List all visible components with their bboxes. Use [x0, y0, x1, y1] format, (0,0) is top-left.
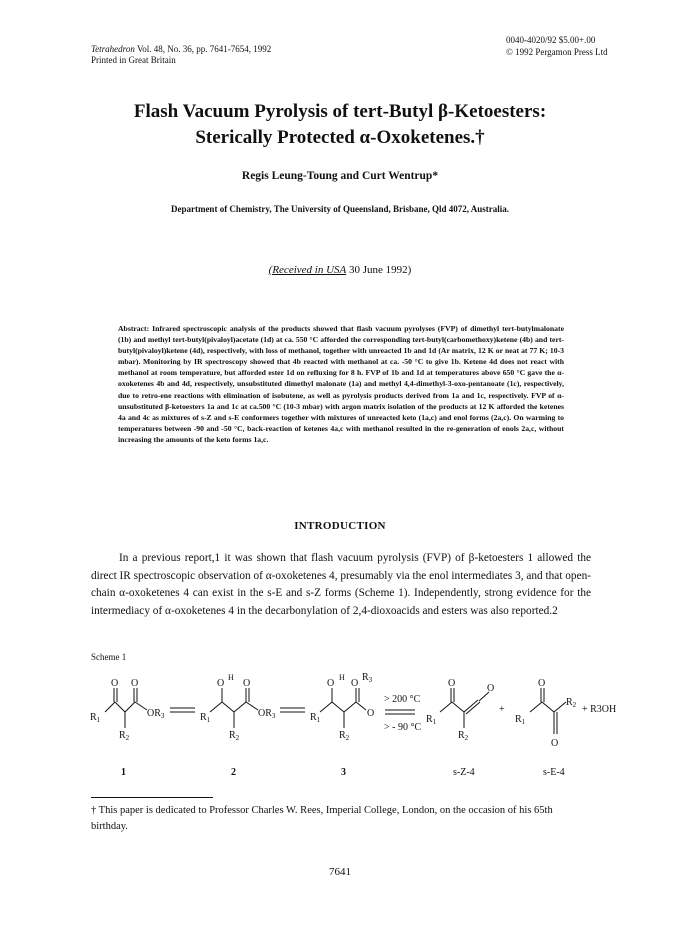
- svg-text:O: O: [111, 678, 119, 689]
- section-heading-introduction: INTRODUCTION: [294, 520, 386, 532]
- svg-text:+: +: [499, 704, 505, 715]
- affiliation: Department of Chemistry, The University of Queensland, Brisbane, Qld 4072, Australia.: [170, 204, 510, 214]
- svg-text:O: O: [487, 683, 495, 694]
- svg-text:O: O: [367, 708, 375, 719]
- svg-text:O: O: [448, 678, 456, 689]
- journal-citation: Tetrahedron Vol. 48, No. 36, pp. 7641-7654, 1992: [91, 44, 272, 54]
- compound-label-sE4: s-E-4: [543, 767, 565, 778]
- svg-text:R2: $R_2$: [458, 730, 469, 742]
- printed-in: Printed in Great Britain: [91, 55, 176, 65]
- svg-text:O: O: [327, 678, 335, 689]
- title-line-1: Flash Vacuum Pyrolysis of tert-Butyl β-Ketoesters:: [133, 101, 547, 122]
- svg-text:O: O: [351, 678, 359, 689]
- svg-text:O: O: [551, 738, 559, 749]
- abstract: Abstract: Infrared spectroscopic analysis of the products showed that flash vacuum pyrolyses (FVP) of dimethyl tert-butylmalonate (1b) and methyl tert-butyl(pivaloyl)acetate (1d) at ca. 550 °C afforded the corresponding tert-butyl(carbomethoxy)ketene (4b) and tert-butyl(pivaloyl)ketene (4d), respectively, with loss of methanol, together with unreacted 1b and 1d (Ar matrix, 12 K or neat at 77 K; 10-3 mbar). Monitoring by IR spectroscopy showed that 4b reacted with methanol at ca. -50 °C to give 1b. Ketene 4d does not react with methanol at room temperature, but afforded ester 1d on refluxing for 8 h. FVP of 1b and 1d at temperatures above 650 °C gave the α-oxoketenes 4b and 4d, respectively, unsubstituted dimethyl malonate (1a) and methyl 4,4-dimethyl-3-oxo-pentanoate (1c), respectively, due to retro-ene reactions with elimination of isobutene, as well as pyrolysis products derived from 1a and 1c, respectively. FVP of α-unsubstituted β-ketoesters 1a and 1c at ca.500 °C (10-3 mbar) with argon matrix isolation of the products at 12 K afforded the ketenes 4a and 4c as mixtures of s-Z and s-E conformers together with mixtures of unreacted keto (1a,c) and enol forms (2a,c). On warming to temperatures between -90 and -50 °C, back-reaction of ketenes 4a,c with methanol resulted in the re-generation of enols 2a,c, without increasing the amounts of the keto forms 1a,c.: [118, 324, 564, 444]
- svg-text:R2: $R_2$: [339, 730, 350, 742]
- copyright-notice: © 1992 Pergamon Press Ltd: [506, 47, 608, 57]
- svg-text:R1: $R_1$: [90, 712, 101, 724]
- compound-label-sZ4: s-Z-4: [453, 767, 475, 778]
- methanol-byproduct: + R3OH: [582, 704, 617, 715]
- introduction-paragraph: In a previous report,1 it was shown that flash vacuum pyrolysis (FVP) of β-ketoesters 1 allowed the direct IR spectroscopic observation of α-oxoketenes 4, presumably via the enol intermediates 3, and that open-chain α-oxoketenes 4 can exist in the s-E and s-Z forms (Scheme 1). Independently, strong evidence for the intermediacy of α-oxoketenes 4 in the decarbonylation of 2,4-dioxoacids and esters was also reported.2: [91, 552, 592, 617]
- scheme-label: Scheme 1: [91, 652, 127, 662]
- condition-top: > 200 °C: [384, 694, 421, 705]
- svg-text:R2: $R_2$: [119, 730, 130, 742]
- svg-text:O: O: [217, 678, 225, 689]
- footnote-rule: [91, 797, 213, 798]
- svg-text:O: O: [131, 678, 139, 689]
- svg-text:OR3: $OR_3$: [147, 708, 165, 720]
- svg-text:R2: $R_2$: [566, 697, 577, 709]
- svg-text:H: H: [339, 673, 345, 682]
- title-line-2: Sterically Protected α-Oxoketenes.†: [195, 127, 485, 148]
- article-code: 0040-4020/92 $5.00+.00: [506, 35, 596, 45]
- svg-text:R3: $R_3$: [362, 672, 373, 684]
- footnote-dedication: † This paper is dedicated to Professor Charles W. Rees, Imperial College, London, on the occasion of his 65th birthday.: [91, 805, 553, 832]
- svg-text:O: O: [538, 678, 546, 689]
- svg-text:O: O: [243, 678, 251, 689]
- page-number: 7641: [329, 866, 351, 878]
- svg-text:R1: $R_1$: [200, 712, 211, 724]
- svg-text:R2: $R_2$: [229, 730, 240, 742]
- received-date: (Received in USA 30 June 1992): [268, 264, 412, 276]
- compound-label-1: 1: [121, 767, 126, 778]
- svg-text:R1: $R_1$: [515, 714, 526, 726]
- scheme-1-diagram: [85, 672, 625, 782]
- compound-label-2: 2: [231, 767, 236, 778]
- svg-text:H: H: [228, 673, 234, 682]
- condition-bottom: > - 90 °C: [384, 722, 422, 733]
- svg-text:R1: $R_1$: [426, 714, 437, 726]
- svg-text:R1: $R_1$: [310, 712, 321, 724]
- svg-text:OR3: $OR_3$: [258, 708, 276, 720]
- compound-label-3: 3: [341, 767, 346, 778]
- authors: Regis Leung-Toung and Curt Wentrup*: [241, 170, 439, 182]
